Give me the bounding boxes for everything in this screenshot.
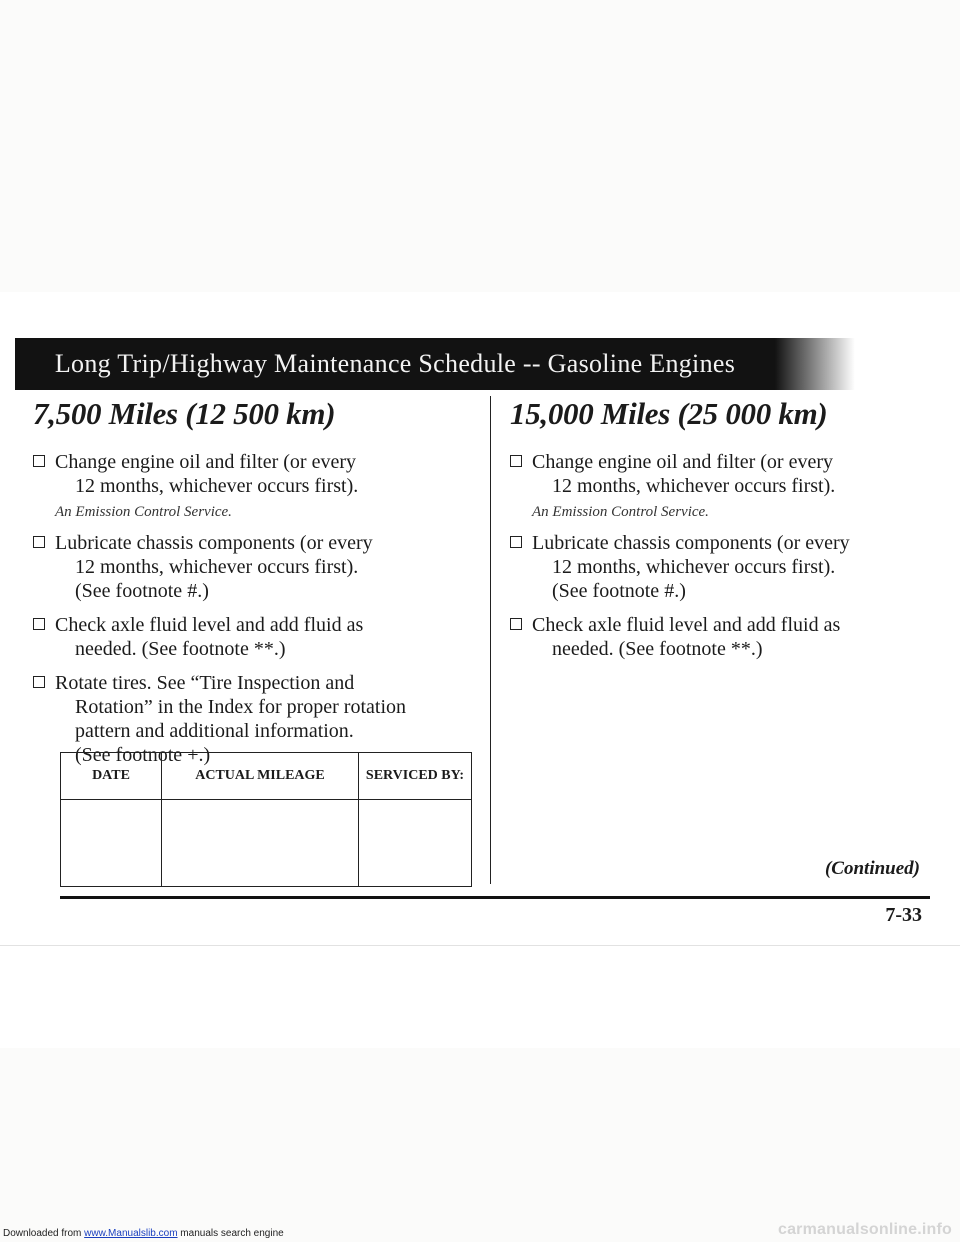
download-footer <box>3 1228 284 1239</box>
checkbox-icon[interactable] <box>33 676 45 688</box>
item-text: 12 months, whichever occurs first). <box>75 556 359 578</box>
column-header-serviced-by: SERVICED BY: <box>359 753 472 800</box>
column-header-date: DATE <box>61 753 162 800</box>
checklist-item <box>33 613 473 661</box>
item-text: pattern and additional information. <box>75 720 354 742</box>
item-text: Lubricate chassis components (or every <box>532 532 850 554</box>
item-text: (See footnote #.) <box>75 580 209 602</box>
checkbox-icon[interactable] <box>510 618 522 630</box>
section-title-7500: 7,500 Miles (12 500 km) <box>33 396 336 431</box>
item-text: (See footnote #.) <box>552 580 686 602</box>
manualslib-link[interactable]: www.Manualslib.com <box>84 1228 178 1239</box>
footer-rule <box>60 896 930 899</box>
banner-fade <box>775 338 855 390</box>
footer-suffix: manuals search engine <box>177 1228 284 1239</box>
item-text: Check axle fluid level and add fluid as <box>532 614 841 636</box>
column-header-mileage: ACTUAL MILEAGE <box>162 753 359 800</box>
item-text: Check axle fluid level and add fluid as <box>55 614 364 636</box>
item-text: Lubricate chassis components (or every <box>55 532 373 554</box>
item-text: 12 months, whichever occurs first). <box>75 475 359 497</box>
item-text: Change engine oil and filter (or every <box>532 451 833 473</box>
checkbox-icon[interactable] <box>510 536 522 548</box>
checklist-item <box>510 450 930 498</box>
faint-divider <box>0 945 960 946</box>
left-column <box>33 396 473 777</box>
continued-label: (Continued) <box>824 858 920 879</box>
item-text: needed. (See footnote **.) <box>552 638 763 660</box>
manual-page <box>0 292 960 1048</box>
top-margin <box>0 0 960 292</box>
watermark-logo: carmanualsonline.info <box>777 1221 952 1238</box>
item-text: 12 months, whichever occurs first). <box>552 556 836 578</box>
table-row <box>61 800 472 887</box>
checklist-item <box>33 450 473 498</box>
checkbox-icon[interactable] <box>33 455 45 467</box>
mileage-cell[interactable] <box>162 800 359 887</box>
checklist-item <box>33 531 473 603</box>
column-divider <box>490 396 491 884</box>
item-text: (See footnote +.) <box>75 744 211 766</box>
serviced-by-cell[interactable] <box>359 800 472 887</box>
emission-note: An Emission Control Service. <box>55 504 232 520</box>
item-text: 12 months, whichever occurs first). <box>552 475 836 497</box>
bottom-margin <box>0 1048 960 1242</box>
page-number: 7-33 <box>885 904 922 926</box>
checklist-item <box>510 531 930 603</box>
item-text: Rotation” in the Index for proper rotation <box>75 696 407 718</box>
footer-prefix: Downloaded from <box>3 1228 85 1239</box>
item-text: Rotate tires. See “Tire Inspection and <box>55 672 355 694</box>
date-cell[interactable] <box>61 800 162 887</box>
checkbox-icon[interactable] <box>33 618 45 630</box>
section-banner: Long Trip/Highway Maintenance Schedule -- Gasoline Engines <box>15 338 775 390</box>
service-log-table <box>60 752 472 887</box>
checkbox-icon[interactable] <box>510 455 522 467</box>
section-title-15000: 15,000 Miles (25 000 km) <box>510 396 828 431</box>
emission-note: An Emission Control Service. <box>532 504 709 520</box>
right-column <box>510 396 930 671</box>
checkbox-icon[interactable] <box>33 536 45 548</box>
item-text: needed. (See footnote **.) <box>75 638 286 660</box>
table-header-row <box>61 753 472 800</box>
checklist-item <box>510 613 930 661</box>
item-text: Change engine oil and filter (or every <box>55 451 356 473</box>
